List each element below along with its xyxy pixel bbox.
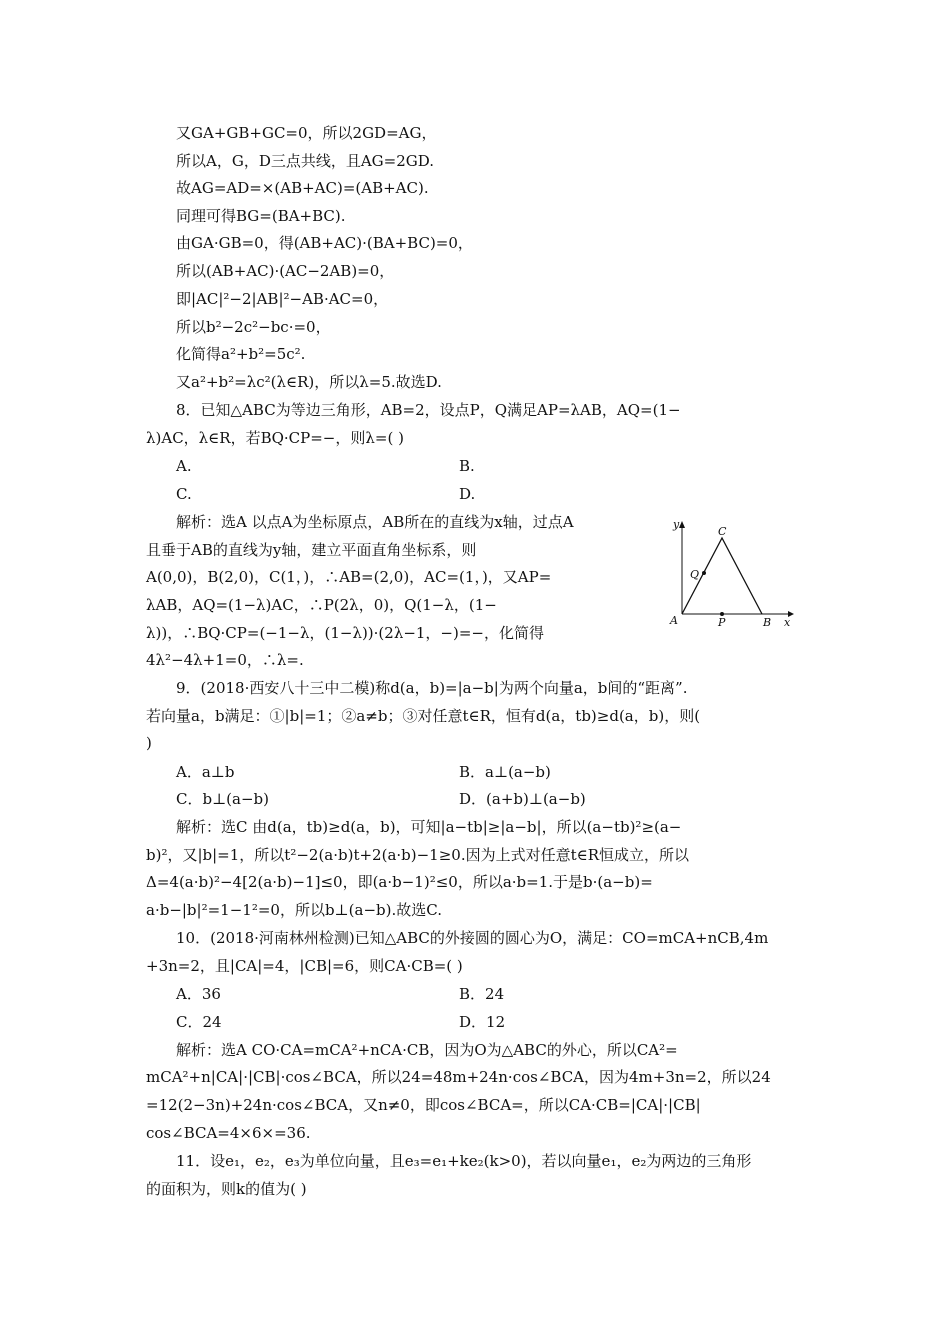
option-d: D．(a+b)⊥(a−b) — [459, 790, 586, 808]
option-a: A. — [176, 457, 192, 475]
option-a: A．36 — [176, 985, 221, 1003]
option-d: D. — [459, 485, 476, 503]
triangle-figure — [660, 518, 795, 630]
text-line: =12(2−3n)+24n·cos∠BCA，又n≠0，即cos∠BCA=，所以CA·CB=|CA|·|CB| — [146, 1096, 701, 1114]
text-line: +3n=2，且|CA|=4，|CB|=6，则CA·CB=( ) — [146, 957, 463, 975]
text-line: 所以b²−2c²−bc·=0， — [176, 318, 331, 336]
text-line: 又GA+GB+GC=0，所以2GD=AG， — [176, 124, 437, 142]
text-line: 同理可得BG=(BA+BC). — [176, 207, 346, 225]
text-line: a·b−|b|²=1−1²=0，所以b⊥(a−b).故选C. — [146, 901, 442, 919]
text-line: cos∠BCA=4×6×=36. — [146, 1124, 311, 1142]
text-line: λ))，∴BQ·CP=(−1−λ，(1−λ))·(2λ−1，−)=−，化简得 — [146, 624, 544, 642]
text-line: 4λ²−4λ+1=0，∴λ=. — [146, 651, 304, 669]
option-c: C．24 — [176, 1013, 222, 1031]
label-c: C — [718, 525, 727, 538]
text-line: ) — [146, 734, 152, 752]
option-d: D．12 — [459, 1013, 506, 1031]
text-line: 的面积为，则k的值为( ) — [146, 1180, 307, 1198]
option-c: C．b⊥(a−b) — [176, 790, 270, 808]
text-line: 化简得a²+b²=5c². — [176, 345, 306, 363]
label-q: Q — [690, 568, 700, 581]
option-b: B. — [459, 457, 475, 475]
text-line: b)²，又|b|=1，所以t²−2(a·b)t+2(a·b)−1≥0.因为上式对任意t∈R恒成立，所以 — [146, 846, 690, 864]
text-line: 所以A，G，D三点共线，且AG=2GD. — [176, 152, 435, 170]
question-11: 11．设e₁，e₂，e₃为单位向量，且e₃=e₁+ke₂(k>0)，若以向量e₁，e₂为两边的三角形 — [176, 1152, 752, 1170]
x-axis-label: x — [784, 616, 791, 629]
option-b: B．24 — [459, 985, 505, 1003]
option-a: A．a⊥b — [176, 763, 235, 781]
text-line: 又a²+b²=λc²(λ∈R)，所以λ=5.故选D. — [176, 373, 442, 391]
option-b: B．a⊥(a−b) — [459, 763, 551, 781]
question-9: 9．(2018·西安八十三中二模)称d(a，b)=|a−b|为两个向量a，b间的“距离”. — [176, 679, 688, 697]
solution-text: 解析：选A 以点A为坐标原点，AB所在的直线为x轴，过点A — [176, 513, 574, 531]
solution-text: 解析：选C 由d(a，tb)≥d(a，b)，可知|a−tb|≥|a−b|，所以(a−tb)²≥(a− — [176, 818, 682, 836]
solution-text: 解析：选A CO·CA=mCA²+nCA·CB，因为O为△ABC的外心，所以CA²= — [176, 1041, 678, 1059]
text-line: λAB，AQ=(1−λ)AC，∴P(2λ，0)，Q(1−λ，(1− — [146, 596, 497, 614]
text-line: 所以(AB+AC)·(AC−2AB)=0， — [176, 262, 395, 280]
text-line: Δ=4(a·b)²−4[2(a·b)−1]≤0，即(a·b−1)²≤0，所以a·b=1.于是b·(a−b)= — [146, 873, 653, 891]
label-b: B — [763, 616, 772, 629]
label-p: P — [718, 616, 726, 629]
question-10: 10．(2018·河南林州检测)已知△ABC的外接圆的圆心为O，满足：CO=mCA+nCB,4m — [176, 929, 769, 947]
text-line: 由GA·GB=0，得(AB+AC)·(BA+BC)=0， — [176, 234, 473, 252]
text-line: 且垂于AB的直线为y轴，建立平面直角坐标系，则 — [146, 541, 477, 559]
text-line: mCA²+n|CA|·|CB|·cos∠BCA，所以24=48m+24n·cos∠BCA，因为4m+3n=2，所以24 — [146, 1068, 771, 1086]
text-line: 若向量a，b满足：①|b|=1；②a≠b；③对任意t∈R，恒有d(a，tb)≥d(a，b)，则( — [146, 707, 701, 725]
text-line: 即|AC|²−2|AB|²−AB·AC=0， — [176, 290, 389, 308]
label-a: A — [670, 614, 678, 627]
y-axis-label: y — [673, 518, 680, 531]
question-8: 8．已知△ABC为等边三角形，AB=2，设点P，Q满足AP=λAB，AQ=(1− — [176, 401, 681, 419]
text-line: λ)AC，λ∈R，若BQ·CP=−，则λ=( ) — [146, 429, 404, 447]
text-line: A(0,0)，B(2,0)，C(1，)，∴AB=(2,0)，AC=(1，)，又AP= — [146, 568, 552, 586]
text-line: 故AG=AD=×(AB+AC)=(AB+AC). — [176, 179, 429, 197]
option-c: C. — [176, 485, 192, 503]
